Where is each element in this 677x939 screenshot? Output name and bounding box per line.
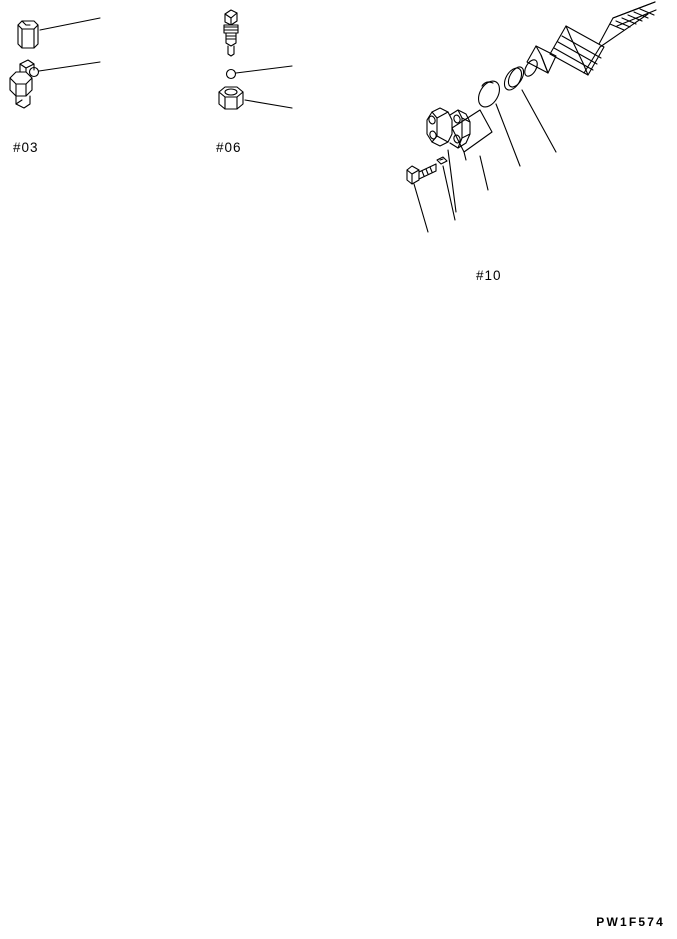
leader-line-10-d	[480, 156, 488, 190]
part-o-ring	[474, 77, 504, 110]
group-label-03: #03	[13, 140, 39, 155]
leader-line-10-c	[448, 150, 456, 212]
leader-line-10-e	[496, 104, 520, 166]
part-cap-nut	[18, 21, 38, 48]
part-bolt	[407, 164, 436, 184]
part-elbow-fitting	[10, 60, 34, 108]
leader-line-10-a	[414, 184, 428, 232]
leader-line-03-b	[39, 62, 100, 71]
leader-line-03-a	[40, 18, 100, 30]
part-retaining-ring	[501, 64, 527, 92]
leader-line-06-a	[236, 66, 292, 73]
leader-line-06-b	[245, 100, 292, 108]
leader-node-06-a	[227, 70, 236, 79]
leader-line-10-f	[522, 90, 556, 152]
part-split-flange-half	[427, 108, 470, 148]
group-label-10: #10	[476, 268, 502, 283]
part-washer	[437, 157, 447, 164]
part-hose-end-tube	[522, 2, 656, 78]
group-label-06: #06	[216, 140, 242, 155]
part-hex-nut	[219, 87, 243, 109]
part-nipple-fitting	[224, 10, 238, 56]
sheet-code: PW1F574	[596, 915, 665, 929]
